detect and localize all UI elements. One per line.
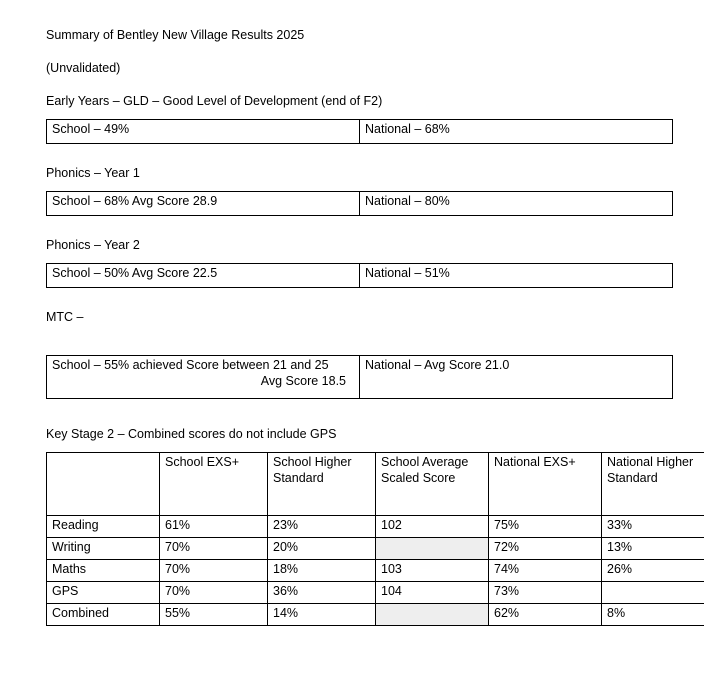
ks2-header-blank <box>47 453 160 516</box>
table-row <box>47 604 704 626</box>
ks2-cell-school-higher: 18% <box>268 560 376 582</box>
ks2-cell-national-exs: 72% <box>489 538 602 560</box>
ks2-row-label: GPS <box>47 582 160 604</box>
ks2-cell-national-higher: 8% <box>602 604 704 626</box>
ks2-header-school-avg-scaled: School Average Scaled Score <box>376 453 489 516</box>
table-row <box>47 538 704 560</box>
ks2-row-label: Reading <box>47 516 160 538</box>
early-years-school-cell: School – 49% <box>47 120 360 144</box>
ks2-row-label: Combined <box>47 604 160 626</box>
ks2-cell-school-avg: 104 <box>376 582 489 604</box>
table-early-years <box>46 119 673 144</box>
phonics-y1-school-cell: School – 68% Avg Score 28.9 <box>47 192 360 216</box>
validation-note: (Unvalidated) <box>46 61 121 75</box>
table-phonics-year-1 <box>46 191 673 216</box>
ks2-cell-school-exs: 70% <box>160 582 268 604</box>
ks2-cell-school-avg: 102 <box>376 516 489 538</box>
mtc-school-cell <box>47 356 360 399</box>
ks2-cell-national-exs: 73% <box>489 582 602 604</box>
section-heading-phonics-year-1: Phonics – Year 1 <box>46 166 140 180</box>
ks2-cell-national-higher: 33% <box>602 516 704 538</box>
phonics-y2-national-cell: National – 51% <box>360 264 673 288</box>
ks2-cell-national-exs: 75% <box>489 516 602 538</box>
early-years-national-cell: National – 68% <box>360 120 673 144</box>
table-phonics-year-2 <box>46 263 673 288</box>
ks2-cell-national-higher: 26% <box>602 560 704 582</box>
ks2-cell-school-exs: 70% <box>160 560 268 582</box>
table-row <box>47 120 673 144</box>
section-heading-mtc: MTC – <box>46 310 84 324</box>
ks2-header-national-higher: National Higher Standard <box>602 453 704 516</box>
ks2-cell-national-exs: 74% <box>489 560 602 582</box>
table-row <box>47 192 673 216</box>
ks2-row-label: Writing <box>47 538 160 560</box>
ks2-cell-school-avg: 103 <box>376 560 489 582</box>
table-row <box>47 582 704 604</box>
ks2-cell-school-higher: 23% <box>268 516 376 538</box>
table-row <box>47 560 704 582</box>
section-heading-early-years: Early Years – GLD – Good Level of Development (end of F2) <box>46 94 383 108</box>
ks2-cell-school-higher: 20% <box>268 538 376 560</box>
ks2-cell-school-avg <box>376 538 489 560</box>
table-key-stage-2 <box>46 452 704 626</box>
ks2-cell-national-higher <box>602 582 704 604</box>
ks2-cell-school-exs: 70% <box>160 538 268 560</box>
table-row <box>47 516 704 538</box>
ks2-cell-national-higher: 13% <box>602 538 704 560</box>
table-header-row <box>47 453 704 516</box>
mtc-national-cell: National – Avg Score 21.0 <box>360 356 673 399</box>
phonics-y1-national-cell: National – 80% <box>360 192 673 216</box>
ks2-cell-school-exs: 55% <box>160 604 268 626</box>
table-row <box>47 264 673 288</box>
ks2-row-label: Maths <box>47 560 160 582</box>
ks2-cell-school-avg <box>376 604 489 626</box>
page-title: Summary of Bentley New Village Results 2025 <box>46 28 305 42</box>
ks2-header-national-exs: National EXS+ <box>489 453 602 516</box>
ks2-cell-school-exs: 61% <box>160 516 268 538</box>
ks2-cell-school-higher: 36% <box>268 582 376 604</box>
ks2-header-school-higher: School Higher Standard <box>268 453 376 516</box>
section-heading-key-stage-2: Key Stage 2 – Combined scores do not include GPS <box>46 427 337 441</box>
phonics-y2-school-cell: School – 50% Avg Score 22.5 <box>47 264 360 288</box>
ks2-header-school-exs: School EXS+ <box>160 453 268 516</box>
ks2-cell-school-higher: 14% <box>268 604 376 626</box>
table-row <box>47 356 673 399</box>
mtc-school-line-2: Avg Score 18.5 <box>260 373 346 388</box>
ks2-cell-national-exs: 62% <box>489 604 602 626</box>
section-heading-phonics-year-2: Phonics – Year 2 <box>46 238 140 252</box>
table-mtc <box>46 355 673 399</box>
mtc-school-line-1: School – 55% achieved Score between 21 and 25 <box>52 358 329 372</box>
